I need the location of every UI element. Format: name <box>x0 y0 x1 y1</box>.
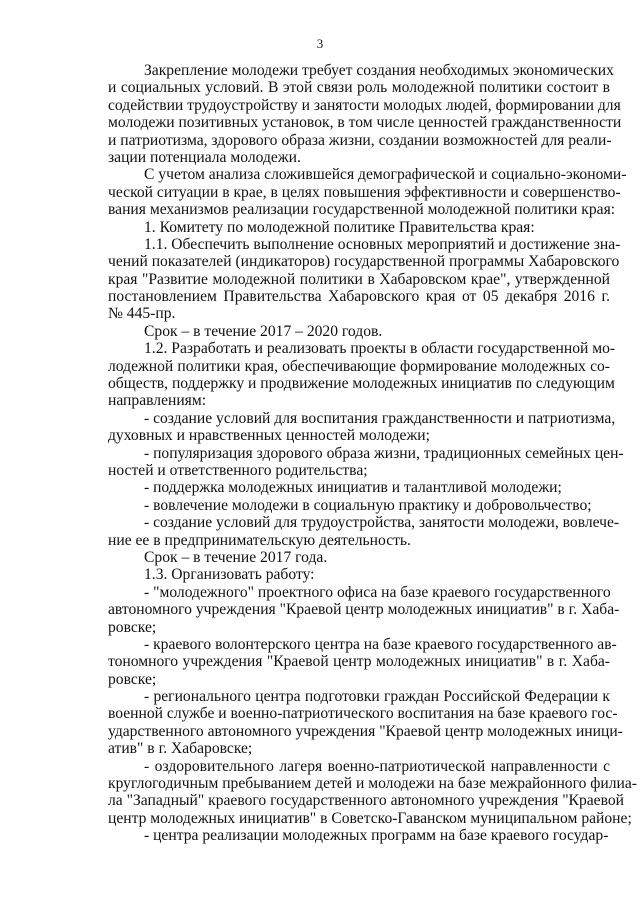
text-line: ние ее в предпринимательскую деятельность. <box>108 531 411 549</box>
text-line: молодежи позитивных установок, в том числе ценностей гражданственности <box>108 114 622 132</box>
text-line: и патриотизма, здорового образа жизни, создании возможностей для реали- <box>108 131 612 149</box>
paragraph <box>108 583 620 636</box>
text-line: автономного учреждения "Краевой центр молодежных инициатив" в г. Хаба- <box>108 601 620 619</box>
paragraph <box>108 62 622 166</box>
text-line: - краевого волонтерского центра на базе краевого государственного ав- <box>144 635 617 653</box>
text-line: ностей и ответственного родительства; <box>108 461 368 479</box>
paragraph <box>108 514 620 549</box>
text-line: чений показателей (индикаторов) государственной программы Хабаровского <box>108 253 620 271</box>
text-line: военной службе и военно-патриотического воспитания на базе краевого гос- <box>108 705 618 723</box>
text-line: центр молодежных инициатив" в Советско-Гаванском муниципальном районе; <box>108 809 632 827</box>
text-line: Срок – в течение 2017 – 2020 годов. <box>144 322 383 340</box>
text-line: направлениям: <box>108 392 207 410</box>
text-line: зации потенциала молодежи. <box>108 148 301 166</box>
text-line: 1.3. Организовать работу: <box>144 566 315 584</box>
paragraph <box>108 635 617 688</box>
paragraph <box>108 497 610 514</box>
text-line: ческой ситуации в крае, в целях повышения эффективности и совершенство- <box>108 183 621 201</box>
paragraph <box>108 166 627 219</box>
text-line: содействии трудоустройству и занятости молодых людей, формировании для <box>108 96 621 114</box>
text-line: ровске; <box>108 670 157 688</box>
text-line: - центра реализации молодежных программ на базе краевого государ- <box>144 827 609 845</box>
text-line: ударственного автономного учреждения "Краевой центр молодежных иници- <box>108 722 623 740</box>
text-line: обществ, поддержку и продвижение молодежных инициатив по следующим <box>108 375 615 393</box>
page-number: 3 <box>316 36 324 51</box>
text-line: вания механизмов реализации государственной молодежной политики края: <box>108 201 616 219</box>
text-line: тономного учреждения "Краевой центр молодежных инициатив" в г. Хаба- <box>108 653 610 671</box>
paragraph <box>108 323 610 340</box>
text-line: Закрепление молодежи требует создания необходимых экономических <box>144 62 614 79</box>
text-line: - создание условий для воспитания гражданственности и патриотизма, <box>144 409 616 427</box>
document-body <box>108 62 637 845</box>
paragraph <box>108 219 610 236</box>
text-line: 1. Комитету по молодежной политике Правительства края: <box>144 218 535 236</box>
paragraph <box>108 340 616 410</box>
text-line: № 445-пр. <box>108 305 176 323</box>
text-line: Срок – в течение 2017 года. <box>144 548 328 566</box>
text-line: края "Развитие молодежной политики в Хабаровском крае", утвержденной <box>108 270 610 288</box>
text-line: духовных и нравственных ценностей молодежи; <box>108 427 430 445</box>
text-line: - "молодежного" проектного офиса на базе краевого государственного <box>144 583 611 601</box>
text-line: - популяризация здорового образа жизни, традиционных семейных цен- <box>144 444 624 462</box>
text-line: 1.2. Разработать и реализовать проекты в области государственной мо- <box>144 340 616 358</box>
text-line: и социальных условий. В этой связи роль молодежной политики состоит в <box>108 79 610 97</box>
paragraph <box>108 444 624 480</box>
text-line: ровске; <box>108 618 157 636</box>
paragraph <box>108 566 610 583</box>
text-line: - поддержка молодежных инициатив и талантливой молодежи; <box>144 479 562 497</box>
text-line: - вовлечение молодежи в социальную практику и добровольчество; <box>144 496 592 514</box>
text-line: постановлением Правительства Хабаровского края от 05 декабря 2016 г. <box>108 288 610 306</box>
text-line: круглогодичным пребыванием детей и молодежи на базе межрайонного филиа- <box>108 775 637 793</box>
paragraph <box>108 549 610 566</box>
paragraph <box>108 827 610 844</box>
text-line: - создание условий для трудоустройства, занятости молодежи, вовлече- <box>144 514 620 532</box>
text-line: - оздоровительного лагеря военно-патриотической направленности с <box>144 757 610 775</box>
text-line: атив" в г. Хабаровске; <box>108 740 253 758</box>
paragraph <box>108 235 621 323</box>
text-line: лодежной политики края, обеспечивающие формирование молодежных со- <box>108 357 610 375</box>
text-line: 1.1. Обеспечить выполнение основных мероприятий и достижение зна- <box>144 235 621 253</box>
paragraph <box>108 757 637 828</box>
paragraph <box>108 409 616 445</box>
text-line: С учетом анализа сложившейся демографической и социально-экономи- <box>144 166 627 184</box>
text-line: - регионального центра подготовки граждан Российской Федерации к <box>144 688 610 706</box>
paragraph <box>108 688 623 758</box>
text-line: ла "Западный" краевого государственного автономного учреждения "Краевой <box>108 792 625 810</box>
paragraph <box>108 479 610 496</box>
